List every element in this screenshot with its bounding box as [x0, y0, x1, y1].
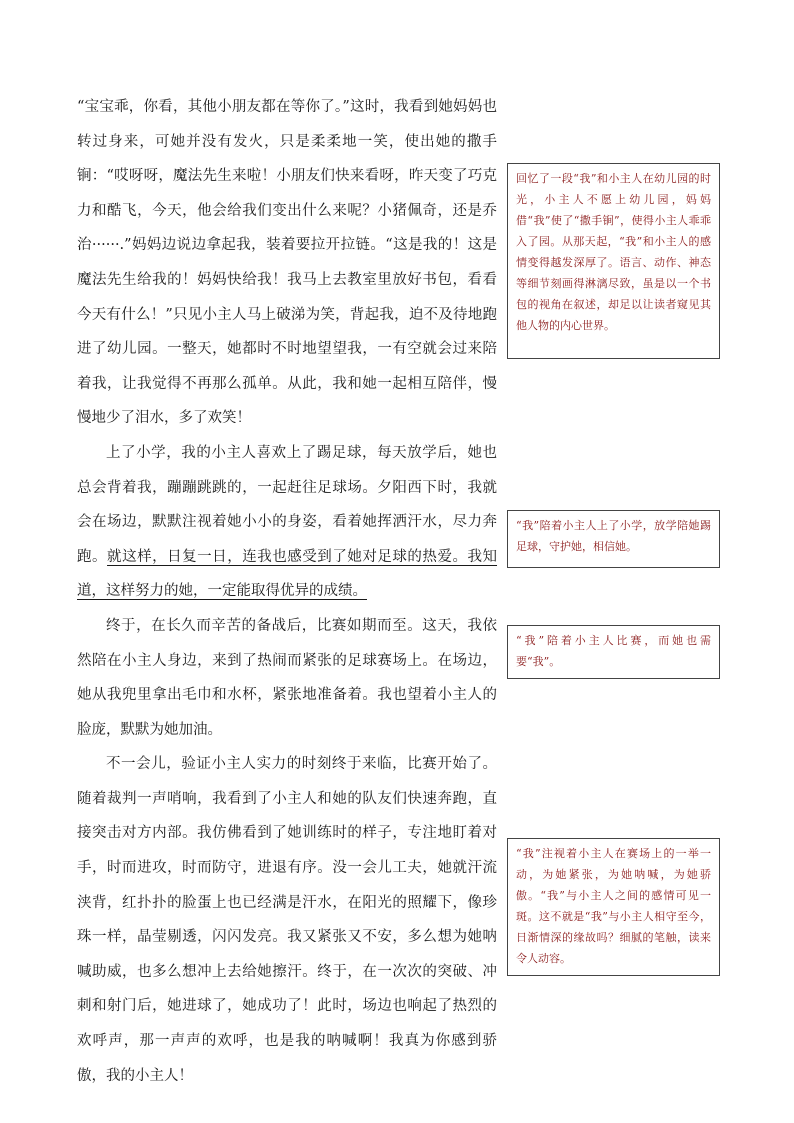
annotation-match: “我”陪着小主人比赛，而她也需要“我”。 [507, 625, 720, 679]
paragraph-match: 不一会儿，验证小主人实力的时刻终于来临，比赛开始了。随着裁判一声哨响，我看到了小主人和她的队友们快速奔跑，直接突击对方内部。我仿佛看到了她训练时的样子，专注地盯着对手，时而进攻，时而防守，进退有序。没一会儿工夫，她就汗流浃背，红扑扑的脸蛋上也已经满是汗水，在阳光的照耀下，像珍珠一样，晶莹剔透，闪闪发亮。我又紧张又不安，多么想为她呐喊助威，也多么想冲上去给她擦汗。终于，在一次次的突破、冲刺和射门后，她进球了，她成功了！此时，场边也响起了热烈的欢呼声，那一声声的欢呼，也是我的呐喊啊！我真为你感到骄傲，我的小主人！ [77, 756, 497, 1084]
paragraph-football-text: 上了小学，我的小主人喜欢上了踢足球，每天放学后，她也总会背着我，蹦蹦跳跳的，一起赶往足球场。夕阳西下时，我就会在场边，默默注视着她小小的身姿，看着她挥洒汗水，尽力奔跑。 [77, 444, 497, 565]
paragraph-match-day: 终于，在长久而辛苦的备战后，比赛如期而至。这天，我依然陪在小主人身边，来到了热闹而紧张的足球赛场上。在场边，她从我兜里拿出毛巾和水杯，紧张地准备着。我也望着小主人的脸庞，默默为她加油。 [77, 617, 497, 738]
paragraph-football [77, 436, 497, 609]
annotation-primary-school: “我”陪着小主人上了小学，放学陪她踢足球，守护她，相信她。 [507, 510, 720, 568]
underlined-sentence: 就这样，日复一日，连我也感受到了她对足球的热爱。我知道，这样努力的她，一定能取得优异的成绩。 [77, 548, 498, 600]
annotation-kindergarten: 回忆了一段“我”和小主人在幼儿园的时光，小主人不愿上幼儿园，妈妈借“我”使了“撒手锏”，使得小主人乖乖入了园。从那天起，“我”和小主人的感情变得越发深厚了。语言、动作、神态等细节刻画得淋漓尽致，虽是以一个书包的视角在叙述，却足以让读者窥见其他人物的内心世界。 [507, 163, 720, 359]
paragraph-kindergarten: “宝宝乖，你看，其他小朋友都在等你了。”这时，我看到她妈妈也转过身来，可她并没有发火，只是柔柔地一笑，使出她的撒手锏：“哎呀呀，魔法先生来啦！小朋友们快来看呀，昨天变了巧克力和酷飞，今天，他会给我们变出什么来呢？小猪佩奇，还是乔治······.”妈妈边说边拿起我，装着要拉开拉链。“这是我的！这是魔法先生给我的！妈妈快给我！我马上去教室里放好书包，看看今天有什么！”只见小主人马上破涕为笑，背起我，迫不及待地跑进了幼儿园。一整天，她都时不时地望望我，一有空就会过来陪着我，让我觉得不再那么孤单。从此，我和她一起相互陪伴，慢慢地少了泪水，多了欢笑！ [77, 99, 497, 427]
annotation-watching: “我”注视着小主人在赛场上的一举一动，为她紧张，为她呐喊，为她骄傲。“我”与小主人之间的感情可见一斑。这不就是“我”与小主人相守至今，日渐情深的缘故吗？细腻的笔触，读来令人动容。 [507, 838, 720, 976]
essay-body [77, 90, 497, 1093]
